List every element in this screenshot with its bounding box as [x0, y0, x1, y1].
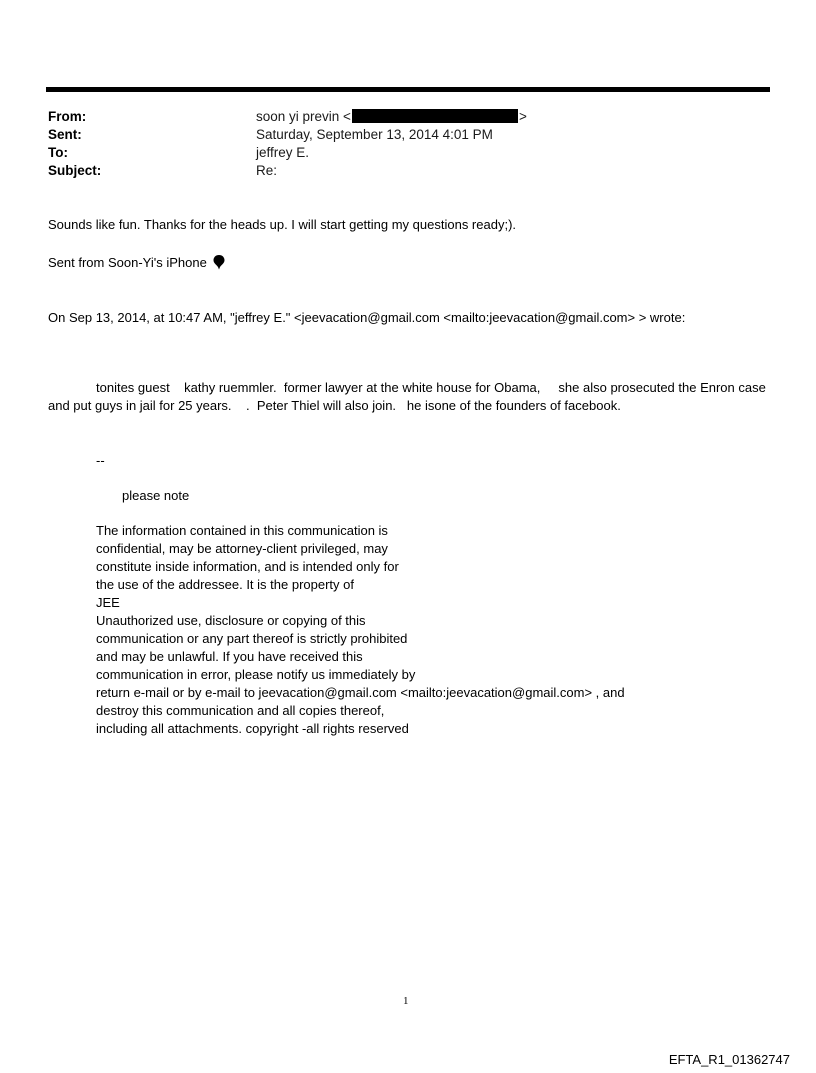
from-value	[256, 108, 527, 126]
quote-header: On Sep 13, 2014, at 10:47 AM, "jeffrey E." <jeevacation@gmail.com <mailto:jeevacation@gmail.com> > wrote:	[48, 310, 686, 325]
disclaimer-line: Unauthorized use, disclosure or copying of this	[96, 613, 366, 628]
page-number: 1	[403, 995, 409, 1007]
disclaimer-line: confidential, may be attorney-client privileged, may	[96, 541, 388, 556]
pin-icon	[213, 255, 225, 275]
subject-label: Subject:	[48, 163, 102, 178]
header-rule	[46, 87, 770, 92]
signature-line	[48, 254, 225, 275]
bates-number: EFTA_R1_01362747	[668, 1052, 790, 1067]
from-name: soon yi previn <	[256, 109, 351, 124]
disclaimer-line: communication in error, please notify us immediately by	[96, 667, 416, 682]
disclaimer	[96, 522, 625, 738]
please-note: please note	[122, 488, 190, 503]
sent-label: Sent:	[48, 127, 82, 142]
to-value: jeffrey E.	[256, 145, 310, 160]
disclaimer-line: constitute inside information, and is intended only for	[96, 559, 399, 574]
quoted-body-text: tonites guest kathy ruemmler. former lawyer at the white house for Obama, she also prosecuted the Enron case and put guys in jail for 25 years. . Peter Thiel will also join. he isone of the founders of facebook.	[48, 380, 770, 413]
sent-value: Saturday, September 13, 2014 4:01 PM	[256, 127, 493, 142]
to-label: To:	[48, 145, 68, 160]
from-bracket: >	[518, 109, 527, 124]
from-label: From:	[48, 109, 87, 124]
disclaimer-line: JEE	[96, 595, 120, 610]
signature-separator: --	[96, 453, 105, 468]
disclaimer-line: destroy this communication and all copies thereof,	[96, 703, 385, 718]
disclaimer-line: including all attachments. copyright -all rights reserved	[96, 721, 409, 736]
redaction-box	[352, 109, 518, 123]
disclaimer-line: the use of the addressee. It is the property of	[96, 577, 354, 592]
subject-value: Re:	[256, 163, 278, 178]
quoted-body	[48, 379, 778, 415]
disclaimer-line: and may be unlawful. If you have received this	[96, 649, 363, 664]
reply-text: Sounds like fun. Thanks for the heads up. I will start getting my questions ready;).	[48, 217, 517, 232]
disclaimer-line: The information contained in this communication is	[96, 523, 388, 538]
signature-text: Sent from Soon-Yi's iPhone	[48, 255, 207, 270]
disclaimer-line: communication or any part thereof is strictly prohibited	[96, 631, 408, 646]
disclaimer-line: return e-mail or by e-mail to jeevacation@gmail.com <mailto:jeevacation@gmail.com> , and	[96, 685, 625, 700]
